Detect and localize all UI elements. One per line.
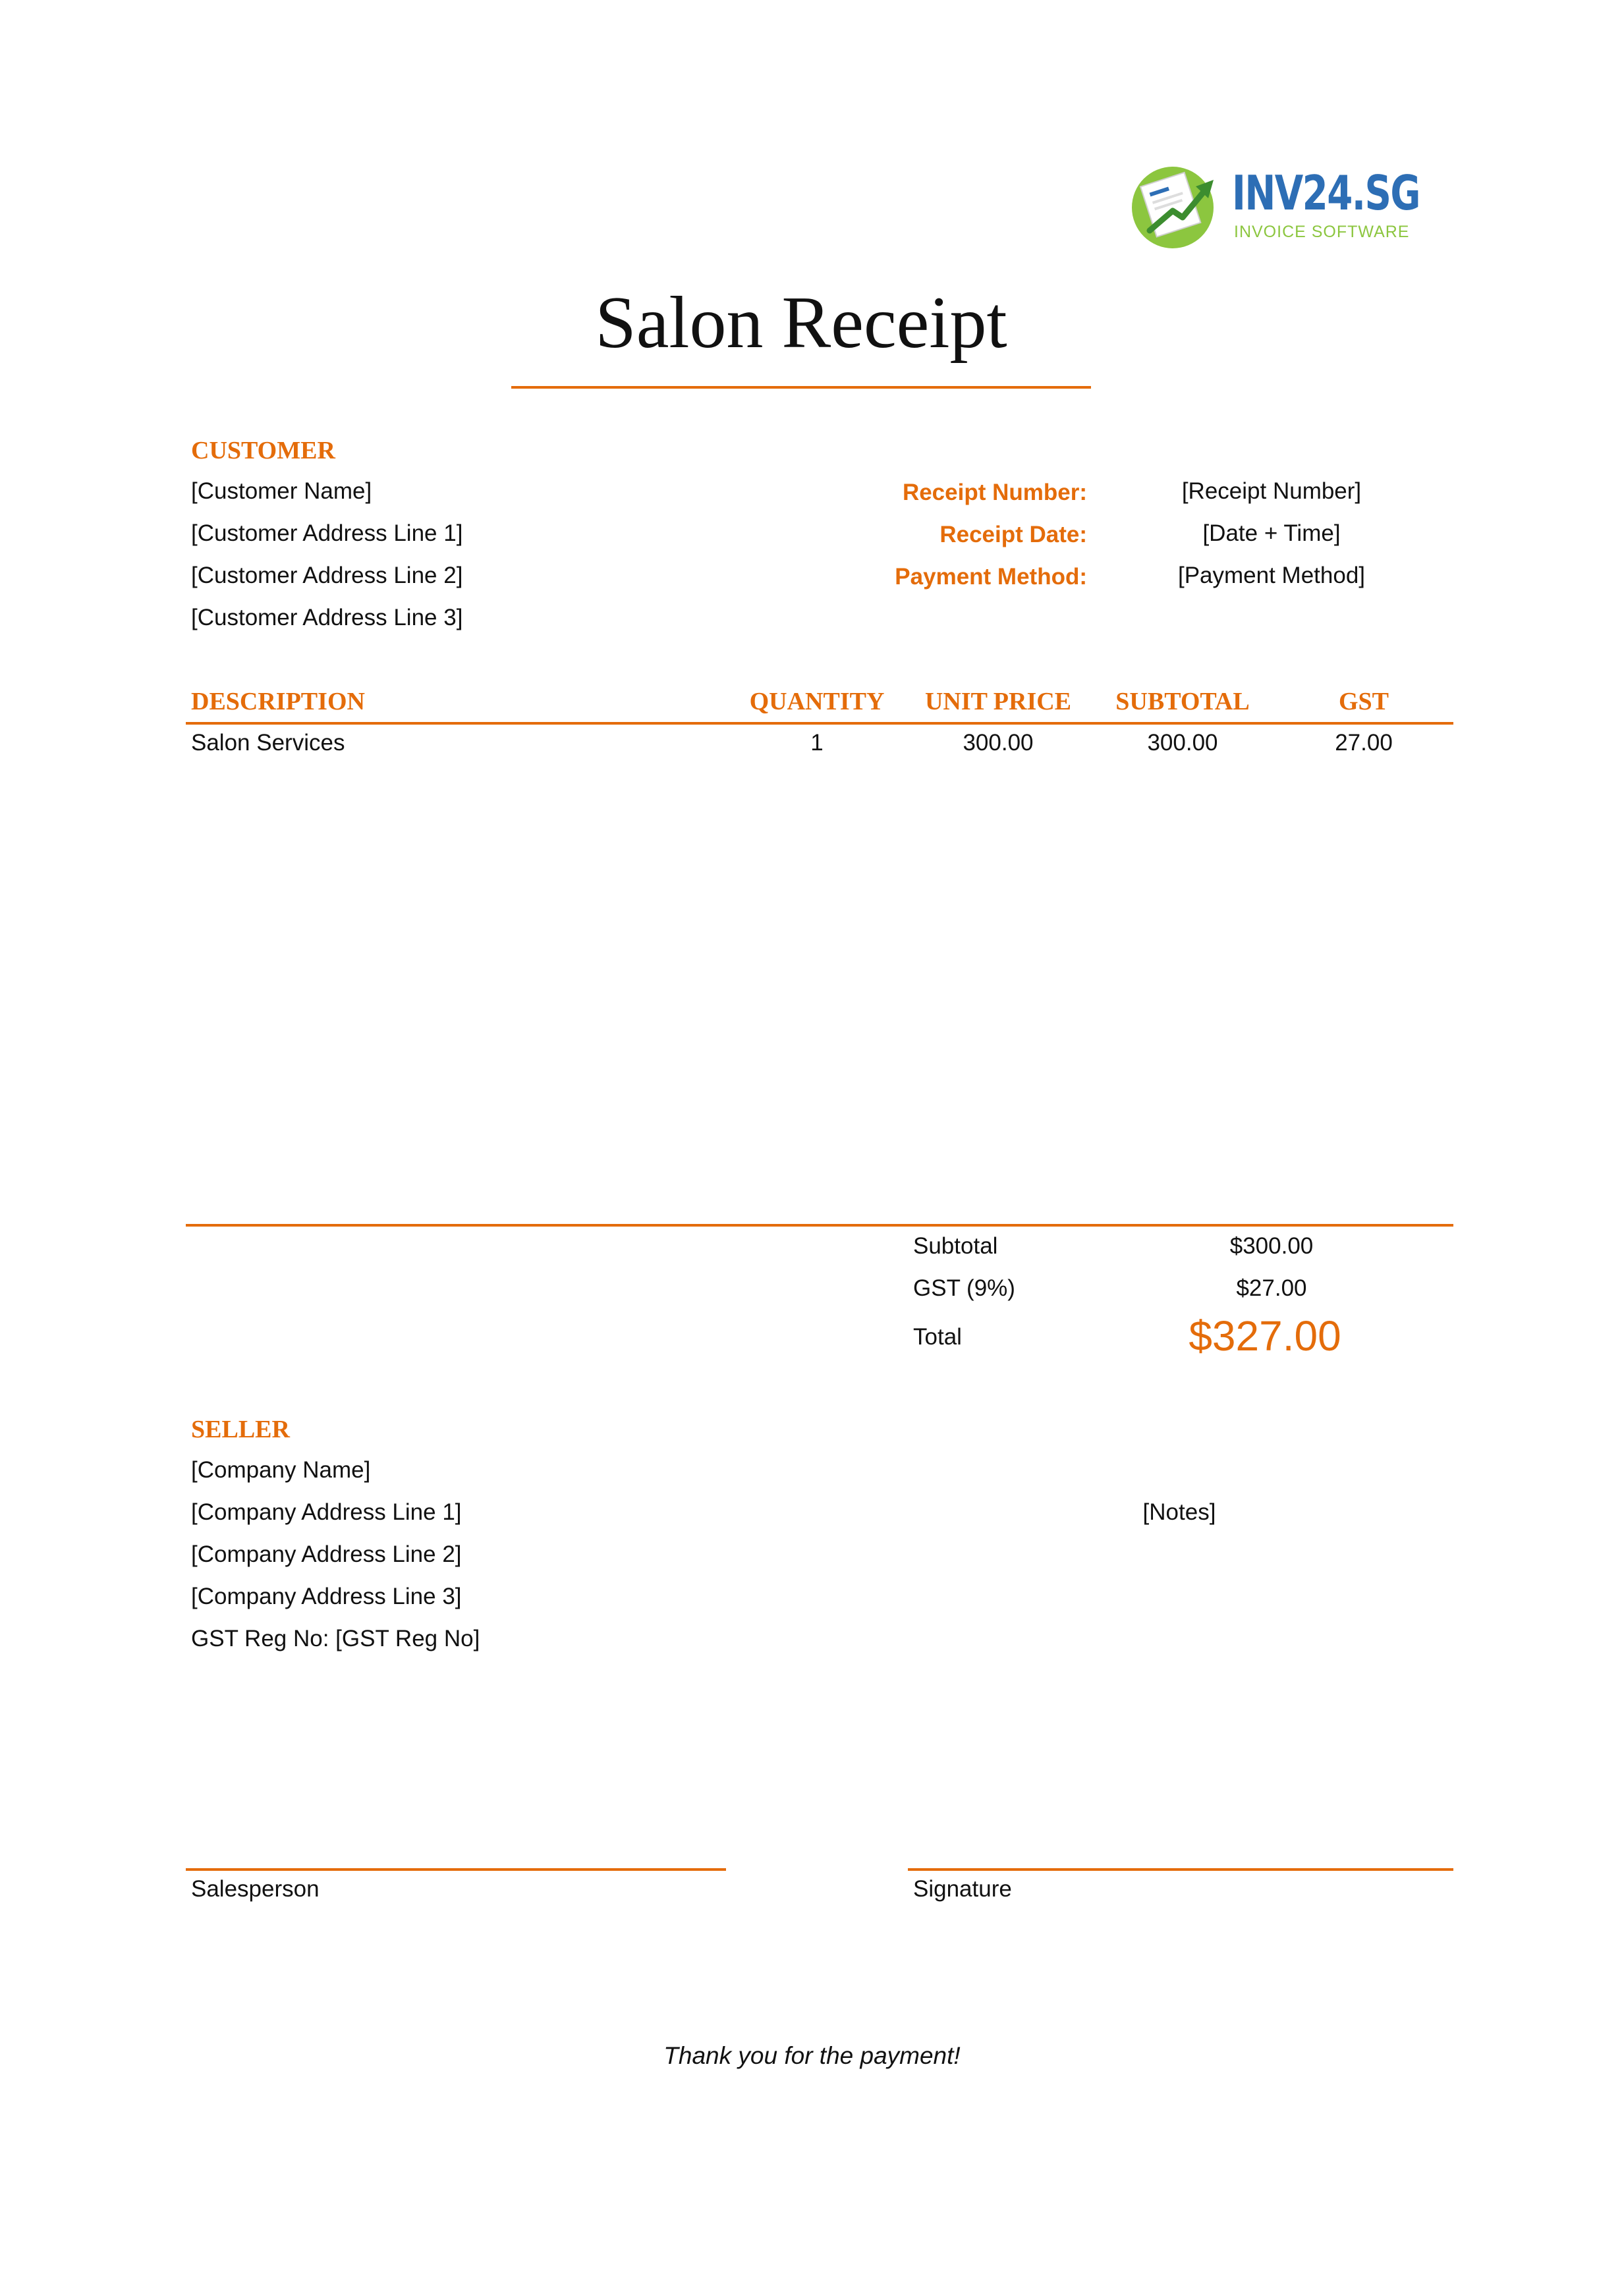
notes: [Notes] xyxy=(1142,1499,1216,1525)
customer-address-line-3: [Customer Address Line 3] xyxy=(191,605,463,630)
logo xyxy=(1127,155,1420,254)
row-unit-price: 300.00 xyxy=(963,730,1034,756)
company-address-line-3: [Company Address Line 3] xyxy=(191,1584,462,1609)
company-address-line-2: [Company Address Line 2] xyxy=(191,1541,462,1567)
customer-heading: CUSTOMER xyxy=(191,437,335,464)
row-quantity: 1 xyxy=(810,730,824,756)
row-description: Salon Services xyxy=(191,730,345,756)
customer-address-line-2: [Customer Address Line 2] xyxy=(191,563,463,588)
logo-brand: INV24.SG xyxy=(1232,165,1420,221)
page-title: Salon Receipt xyxy=(595,282,1007,364)
customer-name: [Customer Name] xyxy=(191,478,372,504)
receipt-number-value: [Receipt Number] xyxy=(1181,478,1362,504)
salesperson-line xyxy=(186,1868,726,1871)
receipt-date-label: Receipt Date: xyxy=(939,522,1087,547)
table-header-rule xyxy=(186,722,1453,725)
thank-you-note: Thank you for the payment! xyxy=(663,2042,961,2069)
company-address-line-1: [Company Address Line 1] xyxy=(191,1499,462,1525)
gst-value: $27.00 xyxy=(1236,1275,1307,1301)
total-value: $327.00 xyxy=(1189,1312,1341,1360)
row-gst: 27.00 xyxy=(1335,730,1393,756)
receipt-date-value: [Date + Time] xyxy=(1202,520,1341,546)
customer-address-line-1: [Customer Address Line 1] xyxy=(191,520,463,546)
col-header-description: DESCRIPTION xyxy=(191,688,365,715)
signature-line xyxy=(908,1868,1453,1871)
logo-mark-icon xyxy=(1127,155,1225,254)
logo-tagline: INVOICE SOFTWARE xyxy=(1234,223,1410,241)
row-subtotal: 300.00 xyxy=(1147,730,1218,756)
subtotal-value: $300.00 xyxy=(1229,1233,1314,1259)
payment-method-label: Payment Method: xyxy=(895,564,1087,590)
salesperson-label: Salesperson xyxy=(191,1876,320,1902)
subtotal-label: Subtotal xyxy=(913,1233,998,1259)
signature-label: Signature xyxy=(913,1876,1012,1902)
gst-reg-no: GST Reg No: [GST Reg No] xyxy=(191,1626,480,1651)
totals-rule xyxy=(186,1224,1453,1227)
total-label: Total xyxy=(913,1324,962,1350)
col-header-unit-price: UNIT PRICE xyxy=(924,688,1072,715)
title-underline xyxy=(511,386,1091,389)
payment-method-value: [Payment Method] xyxy=(1177,563,1366,588)
receipt-number-label: Receipt Number: xyxy=(902,480,1087,505)
col-header-quantity: QUANTITY xyxy=(749,688,885,715)
gst-label: GST (9%) xyxy=(913,1275,1015,1301)
col-header-subtotal: SUBTOTAL xyxy=(1115,688,1250,715)
company-name: [Company Name] xyxy=(191,1457,371,1483)
seller-heading: SELLER xyxy=(191,1416,290,1443)
col-header-gst: GST xyxy=(1338,688,1389,715)
